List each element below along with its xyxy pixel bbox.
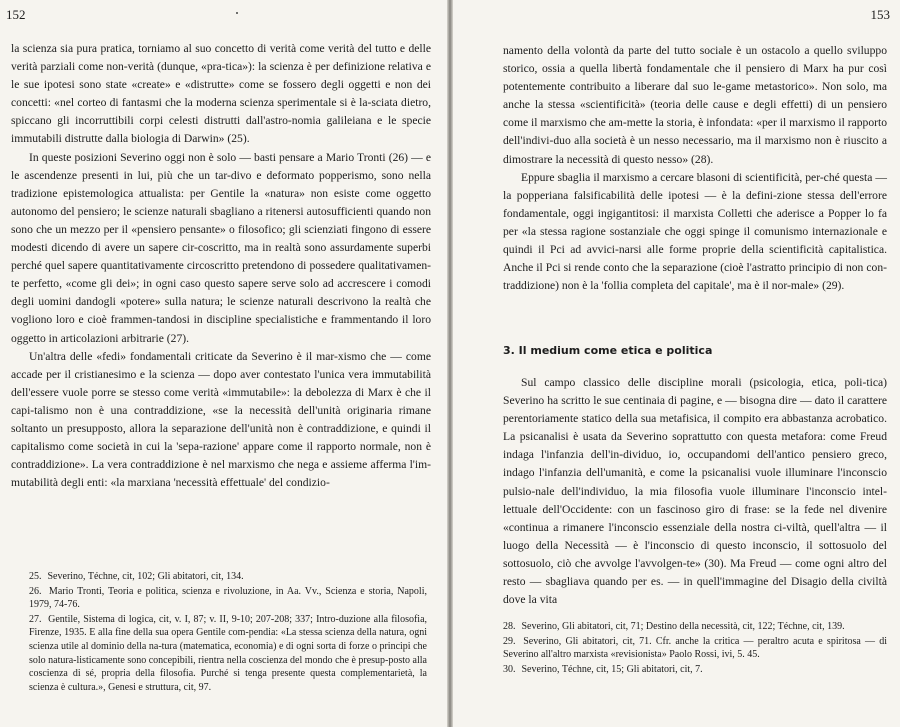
paragraph: Eppure sbaglia il marxismo a cercare blasoni di scientificità, per-ché questa — la popperiana falsificabilità delle ipotesi — è la defini-zione stessa dell'errore fondamentale, oggi ingigantitosi: il marxista Colletti che aderisce a Popper lo fa per «la stessa ragione sostanziale che oggi spinge il comunismo internazionale e quindi il Pci ad avvici-narsi alle forme proprie della scientificità capitalistica. Anche il Pci si rende conto che la separazione (cioè l'astratto principio di non con-traddizione) non è la 'follia completa del capitale', ma è il nor-male» (29). <box>503 170 887 293</box>
footnote-number: 27. <box>29 613 42 625</box>
footnote-text: Severino, Gli abitatori, cit, 71. Cfr. anche la critica — peraltro acuta e spiritosa — di Severino all'altro marxista «revisionista» Paolo Rossi, ivi, 5. 45. <box>503 635 888 661</box>
footnote <box>29 613 427 695</box>
footnote <box>503 620 887 634</box>
right-footnotes <box>503 620 887 677</box>
right-page-body-top <box>503 42 887 295</box>
footnote <box>503 635 887 662</box>
paragraph: Un'altra delle «fedi» fondamentali criticate da Severino è il mar-xismo che — come accade per il cristianesimo e la scienza — dopo aver contestato l'unica vera immutabilità dell'essere vuole porre se stesso come verità «immutabile»: la debolezza di Marx è che il capi-talismo non è una contraddizione, «se la necessità dell'unità originaria rimane soltanto un presupposto, allora la separazione dell'unità non è contraddizione, e quindi il capitalismo come società in cui la 'sepa-razione' appare come il rapporto normale, non è contraddizione». La vera contraddizione è nel marxismo che nega e assieme afferma l'im-mutabilità degli enti: «la marxiana 'necessità effettuale' del condizio- <box>11 349 431 490</box>
footnote-text: Severino, Gli abitatori, cit, 71; Destino della necessità, cit, 122; Téchne, cit, 139. <box>521 621 845 632</box>
paragraph: Sul campo classico delle discipline morali (psicologia, etica, poli-tica) Severino ha scritto le sue centinaia di pagine, e — bisogna dire — dato il carattere perentoriamente statico della sua metafisica, il compito era abbastanza acrobatico. La psicanalisi è usata da Severino soprattutto con questa metafora: come Freud indaga l'infanzia dell'in-dividuo, io, occupandomi dell'antico pensiero greco, indago l'infanzia dell'umanità, e come la psicanalisi vuole illuminare l'inconscio pulsio-nale dell'individuo, la mia filosofia vuole illuminare l'inconscio intel-lettuale dell'Occidente: con un fascinoso giro di frase: se la fede nel divenire «continua a rimanere l'inconscio essenziale della nostra ci-viltà, quell'altra — il luogo della Necessità — è l'inconscio di questo inconscio, il sottosuolo del sottosuolo, ciò che avvolge l'avvolgen-te» (30). Ma Freud — come ogni altro del resto — sbagliava quando per es. — in quell'immagine del Disagio della civiltà dove la vita <box>503 376 887 607</box>
left-page-body <box>11 40 431 492</box>
footnote <box>29 570 427 584</box>
right-page-body-bottom <box>503 374 887 609</box>
footnote-text: Severino, Téchne, cit, 15; Gli abitatori, cit, 7. <box>521 663 703 675</box>
paragraph: namento della volontà da parte del tutto sociale è un ostacolo a quello sviluppo storico, ossia a quella libertà fondamentale che il pensiero di Marx ha pur così potentemente contribuito a liberare dal suo le-game metastorico». Non solo, ma anche la stessa «scientificità» (teoria delle cause e degli effetti) di un pensiero come il marxismo che am-mette la storia, è infondata: «per il marxismo il rapporto dell'indivi-duo alla società è un nesso necessario, ma il marxismo non è riuscito a dimostrare la necessità di questo nesso» (28). <box>503 44 887 166</box>
left-page <box>0 0 447 727</box>
footnote <box>503 663 887 677</box>
footnote <box>29 585 427 612</box>
footnote-text: Mario Tronti, Teoria e politica, scienza e rivoluzione, in Aa. Vv., Scienza e storia, Napoli, 1979, 74-76. <box>29 585 427 611</box>
page-number-right: 153 <box>870 7 890 22</box>
print-speck <box>236 12 238 14</box>
footnote-text: Severino, Téchne, cit, 102; Gli abitatori, cit, 134. <box>47 571 244 582</box>
footnote-number: 26. <box>29 585 42 597</box>
left-footnotes <box>29 570 427 695</box>
footnote-number: 29. <box>503 635 516 647</box>
footnote-number: 30. <box>503 663 516 675</box>
section-heading: 3. Il medium come etica e politica <box>503 344 713 357</box>
page-number-left: 152 <box>6 7 26 22</box>
right-page <box>453 0 900 727</box>
footnote-number: 25. <box>29 571 42 582</box>
paragraph: la scienza sia pura pratica, torniamo al suo concetto di verità come verità del tutto e delle verità parziali come non-verità (dunque, «pra-tica»): la scienza è per definizione relativa e le sue ipotesi sono state «create» e «distrutte» come se fossero degli oggetti e non dei concetti: «nel corteo di fantasmi che la moderna scienza sperimentale si è la-sciata dietro, spiccano gli incorruttibili corpi celesti distrutti dall'astro-nomia galileiana e le specie immutabili distrutte dalla biologia di Darwin» (25). <box>11 42 431 146</box>
footnote-number: 28. <box>503 621 516 632</box>
paragraph: In queste posizioni Severino oggi non è solo — basti pensare a Mario Tronti (26) — e le ascendenze presenti in lui, più che un tar-divo e deformato popperismo, sono nella tradizione epistemologica attualista: per Gentile la «natura» non esiste come oggetto autonomo del pensiero; le scienze naturali sbagliano a ritenersi autosufficienti quando non sono che un mezzo per il «pensiero pensante» o filosofico; gli scienziati fingono di essere modesti dicendo di avere un sapere cir-coscritto, ma in realtà sono assurdamente superbi perché quel sapere quantitativamente circoscritto pretendono di possedere qualitativamen-te perfetto, «come gli dei»; in ogni caso questo sapere serve solo ad accrescere i comodi degli uomini dandogli «potere» sulla natura; le scienze naturali descrivono la realtà che vogliono loro e cioè frammen-tandosi in discipline specialistiche e frammentando il loro oggetto in articolazioni arbitrarie (27). <box>11 150 431 345</box>
footnote-text: Gentile, Sistema di logica, cit, v. I, 87; v. II, 9-10; 207-208; 337; Intro-duzione alla filosofia, Firenze, 1935. E alla fine della sua opera Gentile com-pendia: «La stessa scienza della natura, ogni scienza utile al dominio della na-tura (matematica, economia) e di ogni sorta di forze o principi che solo natura-listicamente sono concepibili, rientra nella coscienza del mondo che è presup-posto alla coscienza di sé, propria della filosofia. Purché si tenga presente questa complementarietà, la scienza è cultura.», Genesi e struttura, cit, 97. <box>29 613 428 693</box>
